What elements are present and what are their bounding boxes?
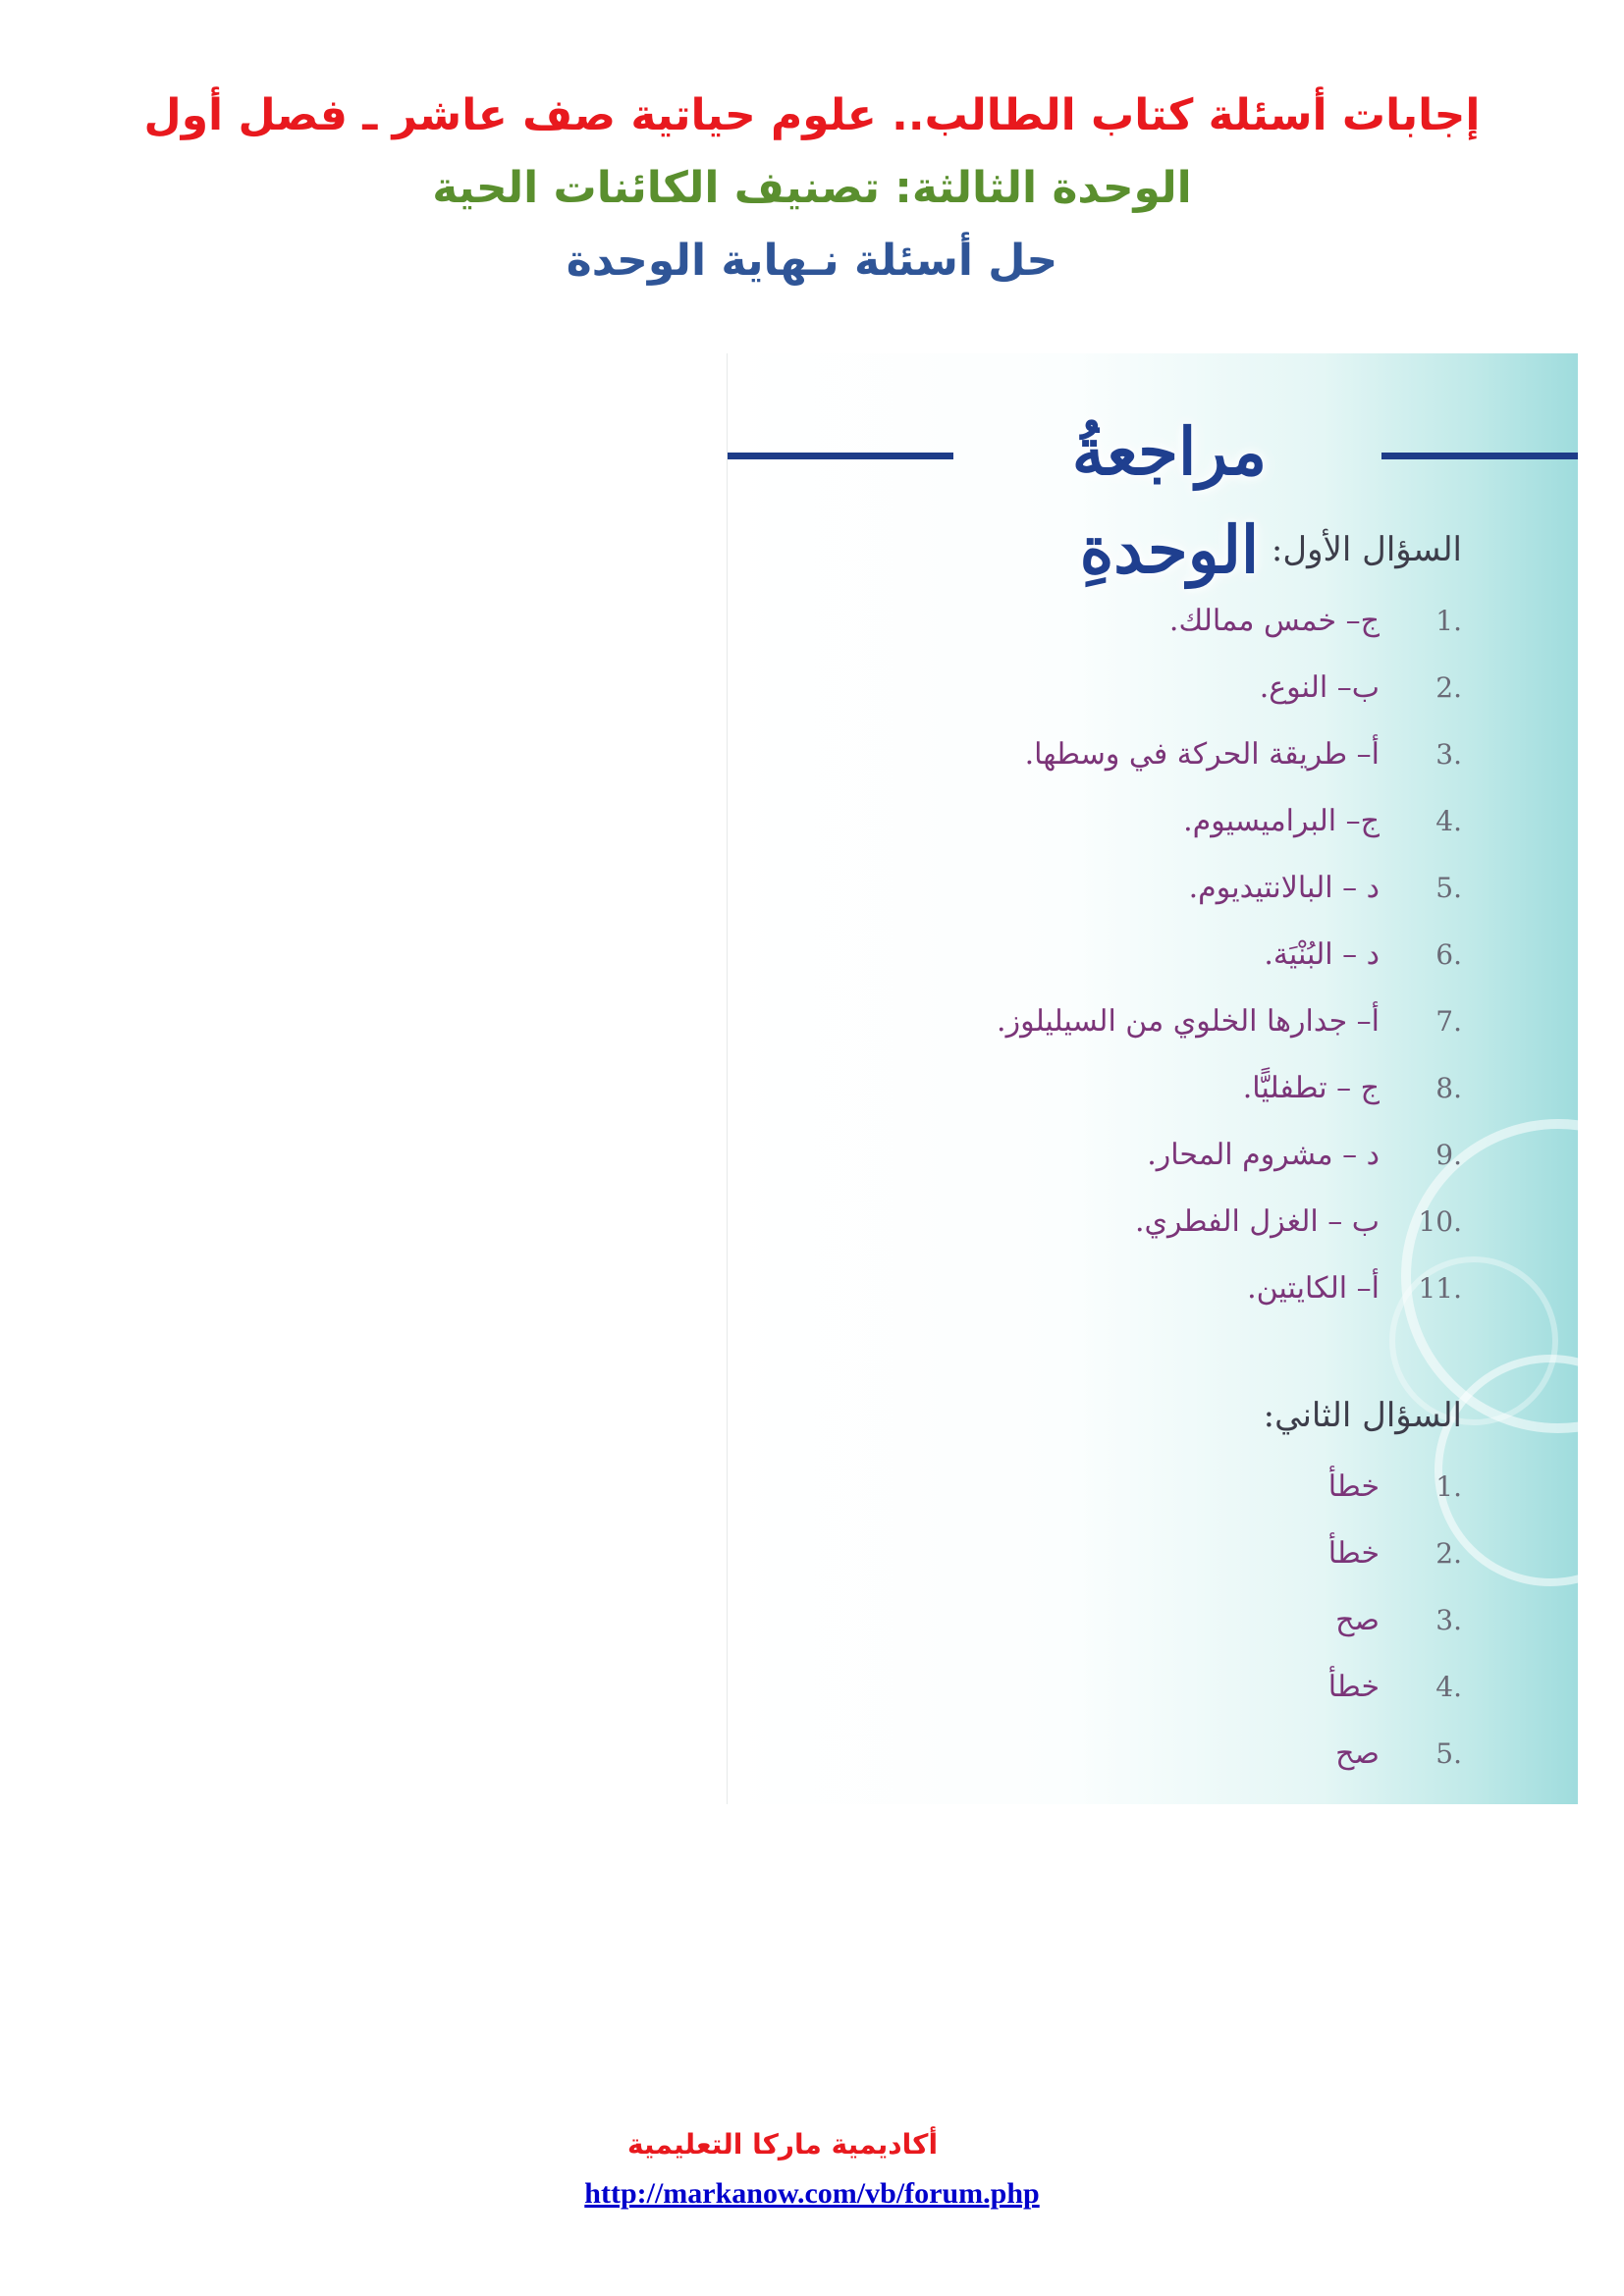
answer-text: خطأ xyxy=(1327,1468,1380,1504)
answer-item xyxy=(775,988,1462,1054)
answer-text: خطأ xyxy=(1327,1669,1380,1704)
answer-text: خطأ xyxy=(1327,1535,1380,1571)
answer-number: 8. xyxy=(1435,1071,1462,1104)
unit-title: الوحدة الثالثة: تصنيف الكائنات الحية xyxy=(432,163,1192,213)
answer-text: د – البالانتيديوم. xyxy=(1188,870,1380,905)
answer-text: د – مشروم المحار. xyxy=(1147,1137,1380,1172)
answer-item xyxy=(775,1586,1462,1653)
answer-item xyxy=(775,654,1462,721)
answer-item xyxy=(775,721,1462,787)
footer-organization: أكاديمية ماركا التعليمية xyxy=(626,2128,939,2161)
section-title: حل أسئلة نـهاية الوحدة xyxy=(566,236,1058,286)
answer-text: أ– جدارها الخلوي من السيليلوز. xyxy=(997,1003,1380,1039)
unit-review-panel xyxy=(727,353,1578,1804)
answer-item xyxy=(775,787,1462,854)
answer-text: ب – الغزل الفطري. xyxy=(1135,1203,1380,1239)
answer-number: 5. xyxy=(1435,1736,1462,1770)
title-rule-right xyxy=(1381,453,1578,459)
answer-text: أ– طريقة الحركة في وسطها. xyxy=(1024,736,1380,772)
answer-number: 7. xyxy=(1435,1004,1462,1038)
question-1-answers xyxy=(775,587,1462,1321)
answer-item xyxy=(775,854,1462,921)
document-title: إجابات أسئلة كتاب الطالب.. علوم حياتية صف عاشر ـ فصل أول xyxy=(143,90,1481,140)
question-1-heading: السؤال الأول: xyxy=(1271,530,1462,569)
question-2-heading: السؤال الثاني: xyxy=(1263,1396,1462,1435)
answer-text: ج– البراميسيوم. xyxy=(1183,803,1380,838)
answer-item xyxy=(775,1188,1462,1255)
answer-number: 9. xyxy=(1435,1138,1462,1171)
question-2-answers xyxy=(775,1453,1462,1787)
answer-item xyxy=(775,1121,1462,1188)
answer-item xyxy=(775,1653,1462,1720)
answer-number: 5. xyxy=(1435,871,1462,904)
title-rule-left xyxy=(728,453,953,459)
answer-text: صح xyxy=(1335,1735,1380,1771)
answer-number: 2. xyxy=(1435,1536,1462,1570)
answer-text: صح xyxy=(1335,1602,1380,1637)
answer-text: ج– خمس ممالك. xyxy=(1168,603,1380,638)
answer-number: 6. xyxy=(1435,937,1462,971)
answer-item xyxy=(775,1255,1462,1321)
answer-number: 4. xyxy=(1435,804,1462,837)
answer-number: 3. xyxy=(1435,1603,1462,1636)
answer-text: ب– النوع. xyxy=(1259,669,1380,705)
answer-item xyxy=(775,1453,1462,1520)
answer-item xyxy=(775,1720,1462,1787)
answer-item xyxy=(775,1520,1462,1586)
answer-number: 4. xyxy=(1435,1670,1462,1703)
answer-number: 11. xyxy=(1418,1271,1462,1305)
answer-text: ج – تطفليًّا. xyxy=(1242,1070,1380,1105)
answer-item xyxy=(775,587,1462,654)
answer-number: 10. xyxy=(1418,1204,1462,1238)
document-header xyxy=(0,79,1624,298)
answer-text: د – البُنْيَة. xyxy=(1264,936,1380,972)
answer-number: 2. xyxy=(1435,670,1462,704)
answer-item xyxy=(775,1054,1462,1121)
answer-number: 1. xyxy=(1435,604,1462,637)
answer-text: أ– الكايتين. xyxy=(1247,1270,1380,1306)
answer-number: 3. xyxy=(1435,737,1462,771)
answer-item xyxy=(775,921,1462,988)
answer-number: 1. xyxy=(1435,1469,1462,1503)
review-title: مراجعةُ الوحدةِ xyxy=(1071,413,1268,588)
footer-forum-link[interactable]: http://markanow.com/vb/forum.php xyxy=(584,2177,1040,2210)
